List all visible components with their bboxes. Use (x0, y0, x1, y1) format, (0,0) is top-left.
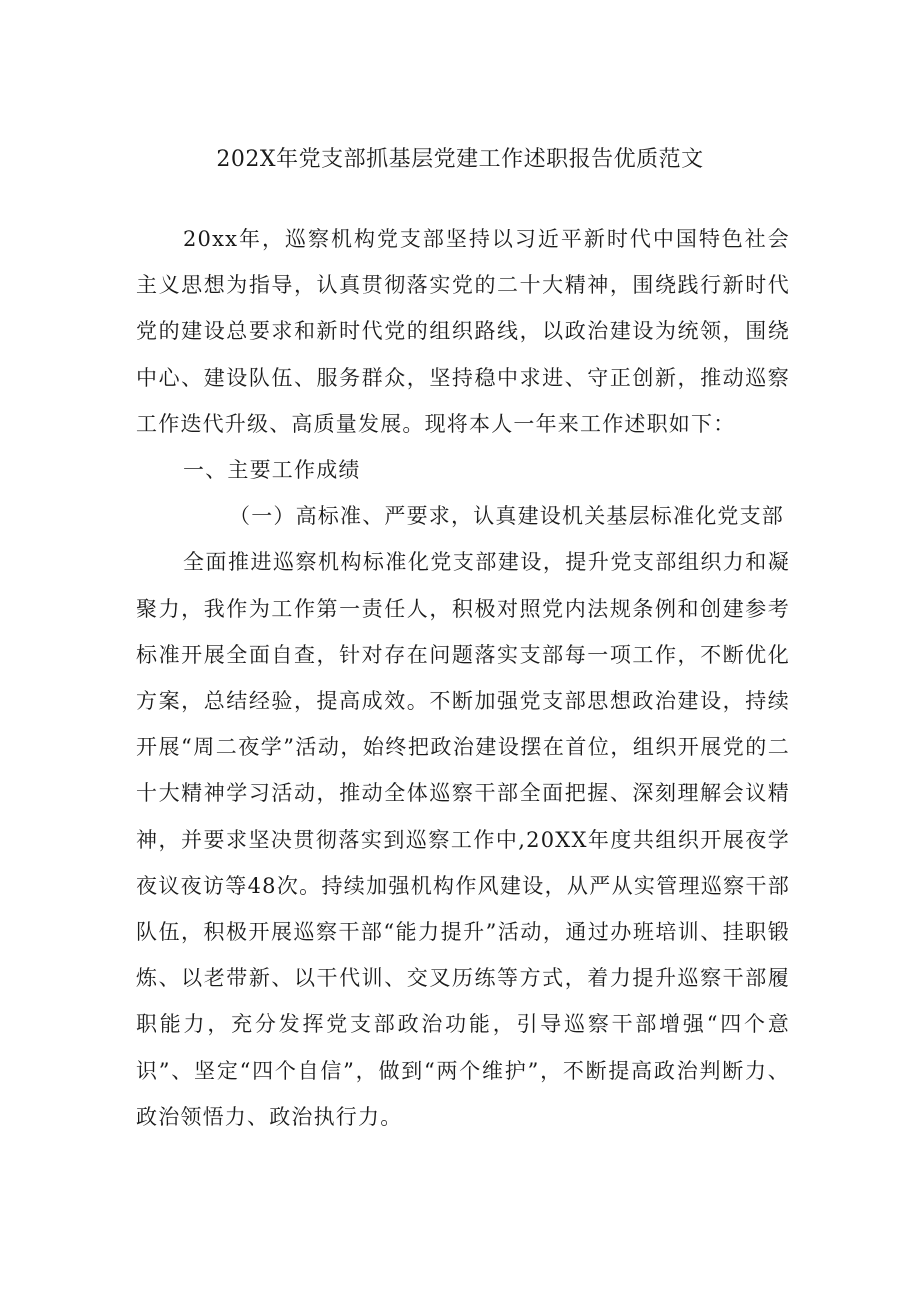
subsection-heading-1: （一）高标准、严要求，认真建设机关基层标准化党支部 (229, 504, 784, 529)
document-title: 202X年党支部抓基层党建工作述职报告优质范文 (216, 147, 704, 172)
body-paragraph: 全面推进巡察机构标准化党支部建设，提升党支部组织力和凝聚力，我作为工作第一责任人，积极对照党内法规条例和创建参考标准开展全面自查，针对存在问题落实支部每一项工作，不断优化方案，总结经验，提高成效。不断加强党支部思想政治建设，持续开展“周二夜学”活动，始终把政治建设摆在首位，组织开展党的二十大精神学习活动，推动全体巡察干部全面把握、深刻理解会议精神，并要求坚决贯彻落实到巡察工作中,20XX年度共组织开展夜学夜议夜访等48次。持续加强机构作风建设，从严从实管理巡察干部队伍，积极开展巡察干部“能力提升”活动，通过办班培训、挂职锻炼、以老带新、以干代训、交叉历练等方式，着力提升巡察干部履职能力，充分发挥党支部政治功能，引导巡察干部增强“四个意识”、坚定“四个自信”，做到“两个维护”，不断提高政治判断力、政治领悟力、政治执行力。 (136, 550, 790, 1129)
document-body (136, 216, 790, 1140)
section-heading-main-achievements: 一、主要工作成绩 (183, 458, 361, 483)
intro-paragraph: 20xx年，巡察机构党支部坚持以习近平新时代中国特色社会主义思想为指导，认真贯彻落实党的二十大精神，围绕践行新时代党的建设总要求和新时代党的组织路线，以政治建设为统领，围绕中心、建设队伍、服务群众，坚持稳中求进、守正创新，推动巡察工作迭代升级、高质量发展。现将本人一年来工作述职如下： (136, 227, 790, 436)
